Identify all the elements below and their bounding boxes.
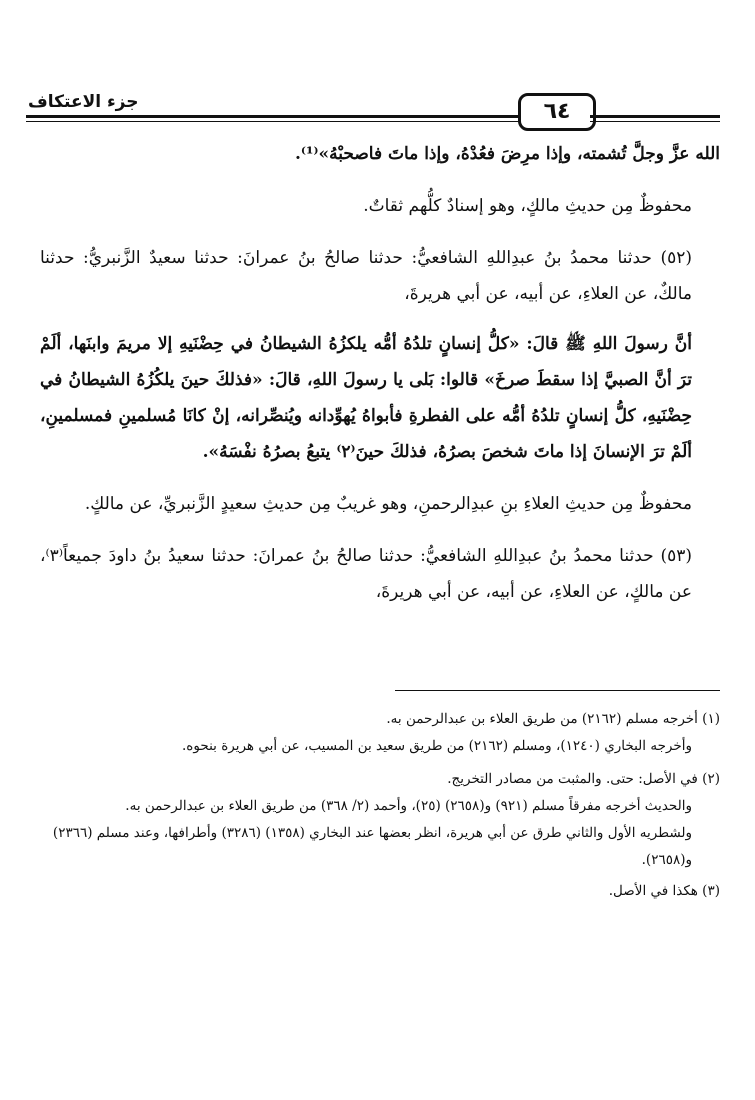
- footnotes: [40, 706, 720, 905]
- header-rule-right-thin: [590, 121, 720, 122]
- footnote-3: (٣) هكذا في الأصل.: [608, 883, 720, 899]
- footnote-2-cont-a: والحديث أخرجه مفرقاً مسلم (٩٢١) و(٢٦٥٨) (٢٥)، وأحمد (٢/ ٣٦٨) من طريق العلاء بن عبدالرحمن به.: [125, 798, 692, 814]
- continued-hadith-line: الله عزَّ وجلَّ تُشمته، وإذا مرِضَ فعُدْهُ، وإذا ماتَ فاصحبْهُ»⁽¹⁾.: [295, 144, 720, 164]
- grading-note-1: محفوظٌ مِن حديثِ مالكٍ، وهو إسنادٌ كلُّهم ثقاتٌ.: [363, 196, 692, 216]
- hadith-52-chain: (٥٢) حدثنا محمدُ بنُ عبدِاللهِ الشافعيُّ: حدثنا صالحُ بنُ عمرانَ: حدثنا سعيدٌ الزَّنبريُّ: حدثنا مالكٌ، عن العلاءِ، عن أبيه، عن أبي هريرةَ،: [40, 248, 692, 304]
- header-rule-right: [590, 115, 720, 118]
- main-text: [40, 136, 720, 610]
- hadith-53-chain: (٥٣) حدثنا محمدُ بنُ عبدِاللهِ الشافعيُّ: حدثنا صالحُ بنُ عمرانَ: حدثنا سعيدُ بنُ داودَ جميعاً⁽٣⁾، عن مالكٍ، عن العلاءِ، عن أبيه، عن أبي هريرةَ،: [40, 546, 692, 602]
- page-number-badge: ٦٤: [518, 93, 596, 131]
- footnote-1: (١) أخرجه مسلم (٢١٦٢) من طريق العلاء بن عبدالرحمن به.: [386, 711, 720, 727]
- header-rule-thick: [26, 115, 521, 118]
- footnote-separator: [395, 690, 720, 691]
- header-rule-thin: [26, 121, 521, 122]
- footnote-1-cont: وأخرجه البخاري (١٢٤٠)، ومسلم (٢١٦٢) من طريق سعيد بن المسيب، عن أبي هريرة بنحوه.: [182, 738, 692, 754]
- grading-note-2: محفوظٌ مِن حديثِ العلاءِ بنِ عبدِالرحمنِ، وهو غريبٌ مِن حديثِ سعيدٍ الزَّنبريِّ، عن مالكٍ.: [84, 494, 692, 514]
- footnote-2-cont-b: ولشطريه الأول والثاني طرق عن أبي هريرة، انظر بعضها عند البخاري (١٣٥٨) (٣٢٨٦) وأطرافها، وعند مسلم (٢٣٦٦) و(٢٦٥٨).: [52, 825, 692, 868]
- footnote-2: (٢) في الأصل: حتى. والمثبت من مصادر التخريج.: [447, 771, 720, 787]
- hadith-52-text: أنَّ رسولَ اللهِ ﷺ قالَ: «كلُّ إنسانٍ تلدُهُ أمُّه يلكزُهُ الشيطانُ في حِضْنَيهِ إلا مريمَ وابنَها، ألَمْ ترَ أنَّ الصبيَّ إذا سقطَ صرخَ» قالوا: بَلى يا رسولَ اللهِ، قالَ: «فذلكَ حينَ يلكُزُهُ الشيطانُ في حِضْنَيهِ، كلُّ إنسانٍ تلدُهُ أمُّه على الفطرةِ فأبواهُ يُهوِّدانه ويُنصِّرانه، إنْ كانَا مُسلمينِ فمسلمينِ، ألَمْ ترَ الإنسانَ إذا ماتَ شخصَ بصرُهُ، فذلكَ حينَ⁽٢⁾ يتبعُ بصرُهُ نفْسَهُ».: [40, 334, 692, 462]
- running-header-title: جزء الاعتكاف: [28, 92, 139, 112]
